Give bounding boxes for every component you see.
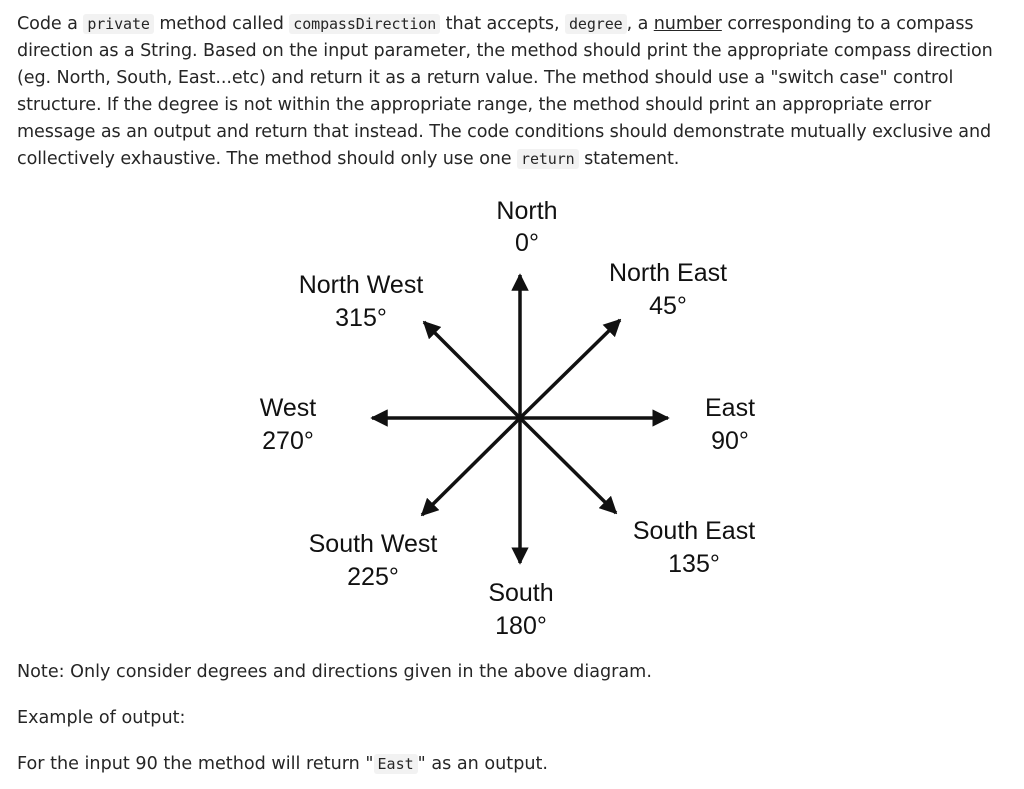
note-text: Note: Only consider degrees and directions given in the above diagram. — [17, 662, 652, 682]
south-west-arrow — [422, 418, 520, 515]
north-degree: 0° — [515, 229, 539, 257]
example-text — [17, 754, 548, 774]
south-east-degree: 135° — [668, 550, 720, 578]
code-east: East — [374, 754, 418, 774]
text: , a — [626, 14, 654, 34]
text: statement. — [578, 149, 680, 169]
west-label: West — [259, 394, 317, 422]
south-west-label: South West — [308, 530, 438, 558]
south-west-degree: 225° — [347, 563, 399, 591]
text: corresponding to a compass direction as a String. Based on the input parameter, the method should print the appropriate compass direction (eg. North, South, East...etc) and return it as a return value. The method should use a "switch case" control structure. If the degree is not within the appropriate range, the method should print an appropriate error message as an output and return that instead. The code conditions should demonstrate mutually exclusive and collectively exhaustive. The method should only use one — [17, 14, 993, 169]
code-private: private — [83, 14, 154, 34]
text: " as an output. — [417, 754, 549, 774]
east-degree: 90° — [711, 427, 749, 455]
example-heading: Example of output: — [17, 708, 186, 728]
problem-statement — [17, 11, 1012, 173]
text: Code a — [17, 14, 84, 34]
text: For the input 90 the method will return " — [17, 754, 374, 774]
code-degree: degree — [565, 14, 627, 34]
west-degree: 270° — [262, 427, 314, 455]
north-west-degree: 315° — [335, 304, 387, 332]
text: method called — [153, 14, 290, 34]
north-west-label: North West — [298, 271, 424, 299]
north-east-degree: 45° — [649, 292, 687, 320]
north-west-arrow — [424, 322, 520, 418]
south-east-arrow — [520, 418, 616, 513]
south-degree: 180° — [495, 612, 547, 640]
compass-diagram — [0, 180, 1024, 655]
north-east-arrow — [520, 320, 620, 418]
code-method-name: compassDirection — [289, 14, 440, 34]
text: that accepts, — [440, 14, 565, 34]
code-return: return — [517, 149, 579, 169]
north-east-label: North East — [608, 259, 728, 287]
number-link[interactable]: number — [653, 14, 722, 34]
east-label: East — [704, 394, 756, 422]
north-label: North — [496, 197, 558, 225]
south-label: South — [488, 579, 554, 607]
south-east-label: South East — [632, 517, 756, 545]
